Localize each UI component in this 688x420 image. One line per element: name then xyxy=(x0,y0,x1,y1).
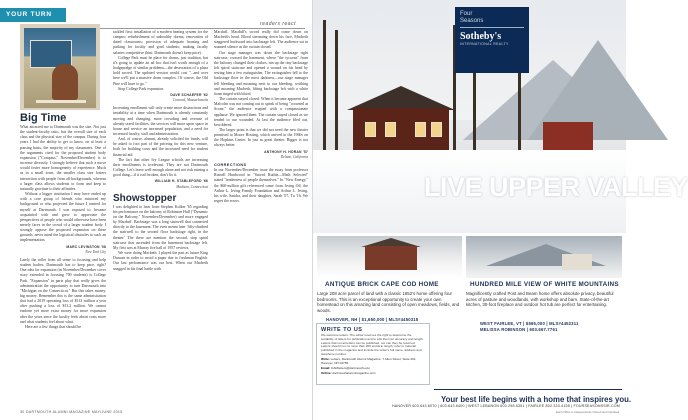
letter-location: New York City xyxy=(85,249,106,254)
letter-signature: MARC LEVINSTON '08 xyxy=(66,244,106,249)
page-footer: 30 DARTMOUTH ALUMNI MAGAZINE MAY/JUNE 2015 xyxy=(20,410,123,414)
write-online[interactable]: Online: dartmouthalumnimagazine.com xyxy=(321,370,376,375)
corrections-heading: CORRECTIONS xyxy=(214,162,247,167)
house-shape xyxy=(562,254,592,270)
headline-big-time: Big Time xyxy=(20,112,67,124)
letter-paragraph: College Park must be place for dorms, just tradition, but it's going to update an ad hoc that isn't worth enough of a hodgepodge of similar problems—the desecration of a plaza hold sacred. The updated version would cost "...and over here we'll put a massive dorm complex. Of course, the Old Pine will have to go." xyxy=(113,55,208,86)
property-description: Large 208 acre parcel of land with a classic 1852's home offering four bedrooms. This is an exceptional opportunity to create your own homestead on this amazing land consisting of open meadows, fields, and woods. xyxy=(317,291,460,313)
property-price-line: HANOVER, NH | $1,650,000 | MLS#4450315 xyxy=(326,317,419,322)
write-to-us-heading: WRITE TO US xyxy=(321,327,363,333)
letter-paragraph: The curtain stayed closed. When it became apparent that Malcolm was not coming out to speak of being "crowned at Scone," the audience erupted with a compassionate applause. We ignored them. The curtain stayed closed as we tended to our wounded. At last the audience filed out, bewildered. xyxy=(214,97,308,127)
letter-paragraph: Our stage manager was down the backstage right staircase, crossed the basement, where "the tycoons" from the balcony changed their clothes, ran up the tiny backstage left spiral staircase and opened a wound on his head by resting him a few extinguisher. The extinguisher fell to the backstage floor in the most darkness—our stage manager fell bleeding and moaning next to our bleeding, writhing and moaning Macbeth, lifting backstage left with a white foam tinged with blood. xyxy=(214,50,308,96)
property-price-line: WEST FAIRLEE, VT | $565,000 | MLS#4452311 xyxy=(480,321,579,326)
letter-location: Madison, Connecticut xyxy=(176,184,208,189)
letters-column-2 xyxy=(113,30,208,272)
property-title: ANTIQUE BRICK CAPE COD HOME xyxy=(325,281,439,288)
letter-paragraph: What attracted me to Dartmouth was the size. Not just the student-faculty ratio, but the overall size of each class and the physical size of the campus. During four years I had the ability to get to know, on at least a passing basis, the majority of my classmates. One of the arguments cited for the proposed student body expansion ("Compass," November/December) is to increase diversity. I strongly believe that such a move would foster more homogeneity of experience. Much as in a small town, the smaller class size fosters interaction with people from all backgrounds, whereas a larger class allows students to form and keep to naturally gravitate to their affinities. xyxy=(20,125,106,191)
house-window xyxy=(415,122,426,137)
brand-realty: INTERNATIONAL REALTY xyxy=(460,42,509,46)
corrections-paragraph: In our November/December issue the essay from professor Russell Hardwood in "Sacred Ruthie—Math Selected" stated "tenderness of people themselves." In "New Energy," the $60-million gift referenced came from Irving Oil, the Arthur L. Irving Family Foundation and Arthur L. Irving, his wife, Sandra, and their daughter, Sarah '07, Tu '16. We regret the errors. xyxy=(214,168,308,203)
office-addresses[interactable]: HANOVER 603.643.6070 | 603.643.6400 | WEST LEBANON 603.298.5351 | FAIRLEE 802.333.4155 | FOURSEASONSSIR.COM xyxy=(391,404,620,408)
tree-trunk xyxy=(323,20,326,160)
letter-paragraph: I was delighted to hear from Stephen Kolker '65 regarding his performance on the balcony of Robinson Hall ("Dynamic on the Balcony," November/December) and more engaged by Macduff. Backstage was a long stairwell that connected directly to the basement. The even meant later 'fifty-climbed the stairwell to the second floor backstage right, in the theater.' The there are mention the second, stop spiral staircase that ascended from the basement backstage left. My first was at Murray fire hall of 1957 reviews. xyxy=(113,204,208,250)
section-tab: YOUR TURN xyxy=(0,8,66,22)
letter-paragraph: Macduff, Macduff's sword really did come down on Macbeth's head. Blood streaming down his face, Macbeth staggered backward into backstage left. The audience sat in stunned silence as the curtain closed. xyxy=(214,30,308,50)
headline-showstopper: Showstopper xyxy=(113,192,177,204)
property-photo-mountain-view[interactable] xyxy=(466,236,622,278)
letter-paragraph: Increasing enrollment will only create more distractions and instability at a time when Dartmouth is already constantly moving and changing, more crowding and overuse of already taxed facilities, the services will more upon space in house and service an increased population, and a need for increased faculty, staff and administration. xyxy=(113,106,208,136)
brand-name: Sotheby's xyxy=(460,31,502,42)
tagline-rule xyxy=(434,389,622,390)
house-window xyxy=(365,122,376,137)
letters-column-3 xyxy=(214,30,308,204)
property-description: Magnificently crafted Post and Beam home offers absolute privacy, beautiful acres of pasture and woodlands, with workshop and barn. State-of-the-art kitchen, 30-foot fireplace and outdoor hot tub are perfect for entertaining. xyxy=(466,291,614,308)
letter-signature: DAVE SCHAEFER '62 xyxy=(170,92,208,97)
ad-tagline: Your best life begins with a home that inspires you. xyxy=(441,395,632,404)
house-window xyxy=(431,122,442,137)
property-contact xyxy=(480,321,579,333)
house-roof xyxy=(347,86,455,110)
write-email[interactable]: Email: DAMletters@dartmouth.edu xyxy=(321,365,370,370)
letter-signature: ANTHONY H. HORAN '57 xyxy=(264,149,308,154)
letter-paragraph: We were doing Macbeth. I played the part as future King Duncan in order to avoid a paper due to freshman English. Our last performance was our best. When our Macbeth snagged in his final battle with xyxy=(113,251,208,271)
cover-caption-bar xyxy=(36,100,86,103)
letter-paragraph: Without a bigger institution I may have ended up with a core group of friends who mirrored my background or who projected the future I wanted for myself at Dartmouth. I was exposed to, became acquainted with and grew to appreciate the perspectives of people who would otherwise have been merely faces in the crowd of a larger student body. I strongly oppose the proposed expansion on these grounds, never mind the logistical obstacles to such an implementation. xyxy=(20,192,106,243)
property-title: HUNDRED MILE VIEW OF WHITE MOUNTAINS xyxy=(470,281,619,288)
property-agent-line: MELISSA ROBINSON | 603.667.7761 xyxy=(480,327,558,332)
brand-four-seasons: Four Seasons xyxy=(460,11,484,24)
write-address: Write: Letters, Dartmouth Alumni Magazine, 7 Allen Street, Suite 201, Hanover, NH 03755 xyxy=(321,356,417,365)
letter-location: Concord, Massachusetts xyxy=(172,98,208,103)
house-window xyxy=(385,122,396,137)
sothebys-logo-box[interactable] xyxy=(455,7,529,73)
letter-paragraph: Stop College Park expansion. xyxy=(118,86,165,91)
write-to-us-text: We welcome letters. The editor reserves the right to determine the suitability of letters for publication and to edit them for accuracy and length. Letters that not all letters can be published, nor can they be returned. Letters should run no more than 200 words in length, refer to material published in the magazine and include the writer's full name, address and telephone number. xyxy=(321,333,424,356)
legal-note: Each Office is Independently Owned and Operated. xyxy=(556,410,620,414)
figure-graphic xyxy=(52,64,78,100)
letters-column-1 xyxy=(20,112,106,330)
tree-trunk xyxy=(335,30,338,160)
letter-paragraph: And, of course, alumni, already solicited for funds, will be asked to foot part of the pricetag for this new venture, both for building costs and the increased need for student financial aid. xyxy=(113,137,208,157)
property-photo-cape-cod[interactable] xyxy=(317,236,462,278)
letter-paragraph: tackled first: installation of a modern heating system for the campus; refurbishment of unhealthy dorms; renovation of dated classrooms; provision of adequate housing and parking for faculty and grad students; making faculty salaries competitive (hint: Dartmouth doesn't keep pace). xyxy=(113,30,208,55)
write-to-us-box xyxy=(316,323,430,385)
letter-paragraph: The fact that other Ivy League schools are increasing their enrollments is irrelevant. They are not Dartmouth College. Let's leave well enough alone and not risk ruining a good thing—if it isn't broken, don't fix it. xyxy=(113,157,208,178)
hero-headline: LIVE UPPER VALLEY xyxy=(424,172,688,202)
brick-house-shape xyxy=(365,246,417,270)
letter-paragraph: Here are a few things that should be xyxy=(25,324,82,329)
running-head: readers react xyxy=(260,21,296,27)
letter-paragraph: The larger point is that we did not need the new theater promised to Moore Hosting, which arrived in the 1960s on the Hopkins Center. In just as great theater. Bigger is not always better. xyxy=(214,127,308,148)
logo-divider xyxy=(460,27,524,28)
letter-paragraph: Lately the roller from all sense to focusing and help student bodies. Dartmouth has to keep pace, right? One idea for expansion (in November/December cover story extended in focusing 700 students) is College Park. "Expansion" in parts play that really gives the administration the opportunity to turn Dartmouth into "Michigan on the Connecticut." But this takes money, big money. Remember this is the same administration that had a 2019 operating loss of $112 million a year after pushing a loss of $13.2 million. We cannot endorse yet more extra money for more expansion after the years since the faculty feels about costs more and what students feel about what. xyxy=(20,257,106,324)
letter-signature: WILLIAM H. STABLEFORD '66 xyxy=(154,179,208,184)
letter-location: Delano, California xyxy=(280,154,308,159)
